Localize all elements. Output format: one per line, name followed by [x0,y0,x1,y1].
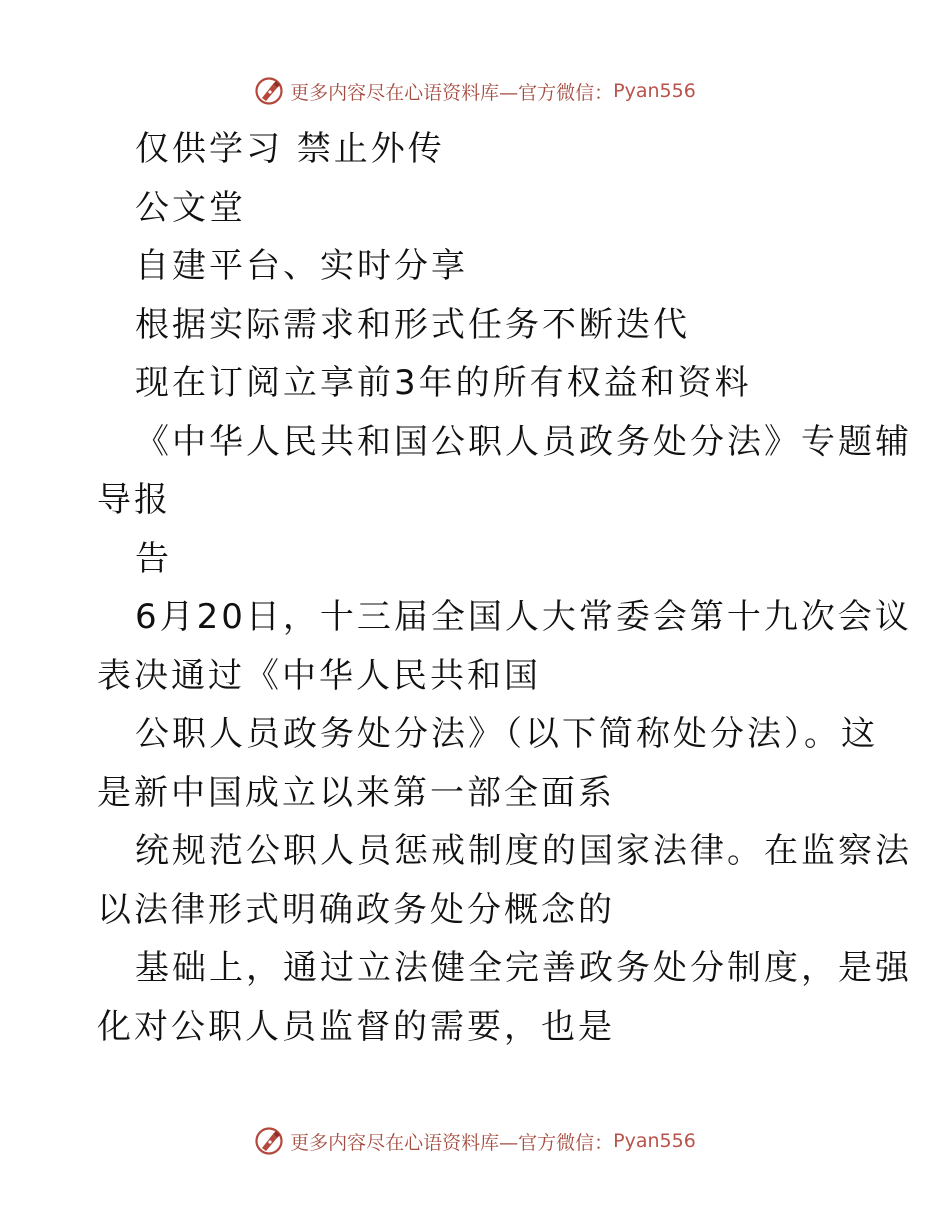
header-wechat-id: Pyan556 [613,80,696,102]
body-line: 现在订阅立享前3年的所有权益和资料 [135,363,752,403]
body-line: 基础上，通过立法健全完善政务处分制度，是强 [135,948,912,988]
footer-banner-text: 更多内容尽在心语资料库—官方微信： [290,1131,614,1154]
body-line: 仅供学习 禁止外传 [135,129,445,169]
body-line: 根据实际需求和形式任务不断迭代 [135,304,690,345]
body-line: 公职人员政务处分法》（以下简称处分法）。这 [135,714,878,754]
pen-nib-logo-icon [254,76,284,106]
body-line: 《中华人民共和国公职人员政务处分法》专题辅 [135,421,912,462]
header-banner-text: 更多内容尽在心语资料库—官方微信： [290,81,614,104]
body-line: 告 [135,538,172,579]
pen-nib-logo-icon [254,1126,284,1156]
body-line: 化对公职人员监督的需要，也是 [97,1006,615,1047]
body-line: 公文堂 [135,187,246,228]
footer-banner [0,1121,950,1161]
document-body [97,120,912,1056]
body-line: 以法律形式明确政务处分概念的 [97,889,615,930]
body-line: 表决通过《中华人民共和国 [97,655,541,696]
body-line: 统规范公职人员惩戒制度的国家法律。在监察法 [135,831,912,871]
body-line: 自建平台、实时分享 [135,246,468,286]
footer-wechat-id: Pyan556 [613,1130,696,1152]
body-line: 导报 [97,480,171,520]
body-line: 是新中国成立以来第一部全面系 [97,772,615,813]
body-line: 6月20日，十三届全国人大常委会第十九次会议 [135,597,912,637]
header-banner [0,71,950,111]
